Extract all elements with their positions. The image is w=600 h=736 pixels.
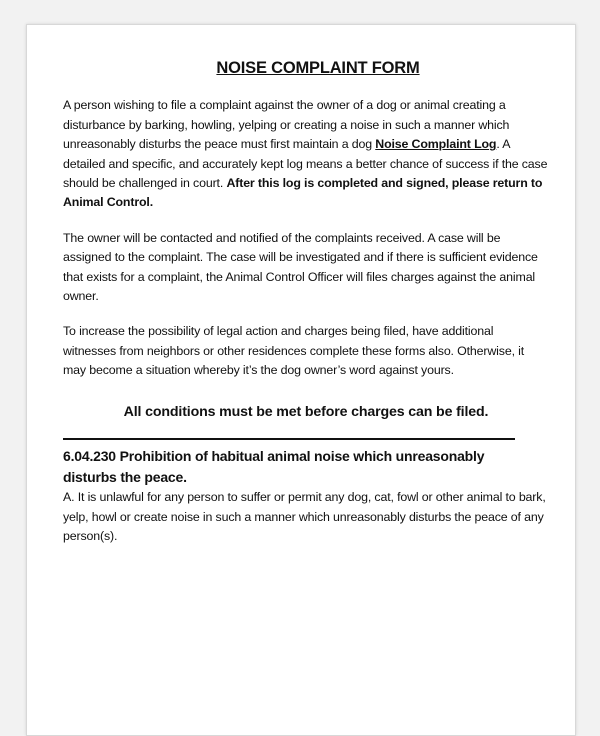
owner-contact-paragraph: The owner will be contacted and notified of the complaints received. A case will be assigned to the complaint. The case will be investigated and if there is sufficient evidence that exists for a complaint, the Animal Control Officer will files charges against the animal owner. [63,230,538,304]
noise-complaint-log-term: Noise Complaint Log [375,137,497,152]
witness-paragraph: To increase the possibility of legal action and charges being filed, have additional witnesses from neighbors or other residences complete these forms also. Otherwise, it may become a situation whereby it’s the dog owner’s word against yours. [63,324,525,378]
intro-instruction-text: After this log is completed and signed, please return to Animal Control. [63,176,543,210]
document-content [63,59,549,562]
intro-paragraph [63,96,549,212]
document-page [26,24,576,736]
intro-middle-text: . A detailed and specific, and accurately kept log means a better chance of success if the case should be challenged in court. [63,137,548,191]
form-title: NOISE COMPLAINT FORM [216,59,420,77]
intro-lead-text: A person wishing to file a complaint against the owner of a dog or animal creating a disturbance by barking, howling, yelping or creating a noise in such a manner which unreasonably disturbs the peace must first maintain a dog [63,98,510,152]
section-divider [63,438,515,440]
ordinance-body: A. It is unlawful for any person to suffer or permit any dog, cat, fowl or other animal to bark, yelp, howl or create noise in such a manner which unreasonably disturbs the peace of any person(s). [63,490,546,543]
ordinance-heading: 6.04.230 Prohibition of habitual animal noise which unreasonably disturbs the peace. [63,448,485,486]
conditions-notice: All conditions must be met before charges can be filed. [123,403,489,420]
